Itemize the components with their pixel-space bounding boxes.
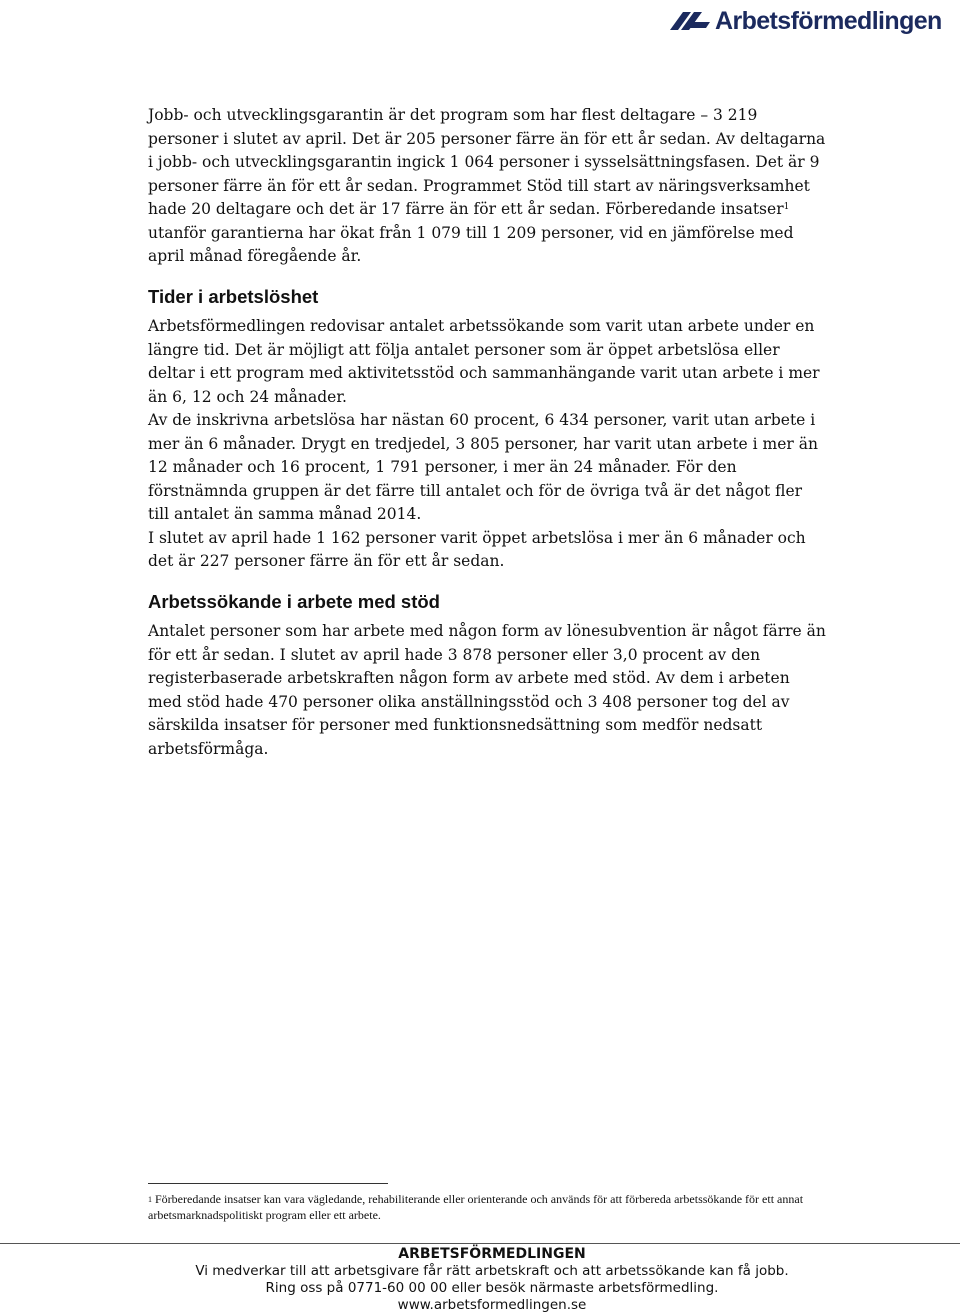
- footnote: [148, 1192, 838, 1223]
- intro-paragraph: [148, 104, 828, 269]
- unemployment-paragraph-1: Arbetsförmedlingen redovisar antalet arbetssökande som varit utan arbete under en längre tid. Det är möjligt att följa antalet personer som är öppet arbetslösa eller deltar i ett program med aktivitetsstöd och sammanhängande varit utan arbete i mer än 6, 12 och 24 månader.: [148, 317, 820, 406]
- footer-tagline: Vi medverkar till att arbetsgivare får rätt arbetskraft och att arbetssökande kan få jobb.: [195, 1263, 789, 1279]
- unemployment-paragraph-3: I slutet av april hade 1 162 personer varit öppet arbetslösa i mer än 6 månader och det är 227 personer färre än för ett år sedan.: [148, 528, 806, 570]
- heading-arbetssokande-i-arbete-med-stod: Arbetssökande i arbete med stöd: [148, 591, 440, 612]
- footer-divider: [0, 1243, 960, 1244]
- page-footer: [0, 1246, 960, 1314]
- footnote-number: 1: [148, 1195, 152, 1204]
- section-unemployment-body: [148, 315, 828, 574]
- heading-tider-i-arbetsloshet: Tider i arbetslöshet: [148, 286, 319, 307]
- unemployment-paragraph-2: Av de inskrivna arbetslösa har nästan 60 procent, 6 434 personer, varit utan arbete i mer än 6 månader. Drygt en tredjedel, 3 805 personer, har varit utan arbete i mer än 12 månader och 16 procent, 1 791 personer, i mer än 24 månader. För den förstnämnda gruppen är det färre till antalet och för de övriga två är det något fler till antalet än samma månad 2014.: [148, 411, 818, 523]
- footer-website-link[interactable]: www.arbetsformedlingen.se: [397, 1297, 587, 1313]
- footnote-text: Förberedande insatser kan vara vägledande, rehabiliterande eller orienterande och används för att förbereda arbetssökande för ett annat arbetsmarknadspolitiskt program eller ett arbete.: [148, 1192, 804, 1222]
- footnote-reference: 1: [783, 202, 790, 212]
- intro-text-after-footnote: utanför garantierna har ökat från 1 079 till 1 209 personer, vid en jämförelse med april månad föregående år.: [148, 223, 794, 265]
- footnote-divider: [148, 1183, 388, 1184]
- intro-text-before-footnote: Jobb- och utvecklingsgarantin är det program som har flest deltagare – 3 219 personer i slutet av april. Det är 205 personer färre än för ett år sedan. Av deltagarna i jobb- och utvecklingsgarantin ingick 1 064 personer i sysselsättningsfasen. Det är 9 personer färre än för ett år sedan. Programmet Stöd till start av näringsverksamhet hade 20 deltagare och det är 17 färre än för ett år sedan. Förberedande insatser: [148, 106, 826, 218]
- support-paragraph: Antalet personer som har arbete med någon form av lönesubvention är något färre än för ett år sedan. I slutet av april hade 3 878 personer eller 3,0 procent av den registerbaserade arbetskraften någon form av arbete med stöd. Av dem i arbeten med stöd hade 470 personer olika anställningsstöd och 3 408 personer tog del av särskilda insatser för personer med funktionsnedsättning som medför nedsatt arbetsförmåga.: [148, 622, 826, 758]
- arbetsformedlingen-logo-icon: [668, 8, 712, 34]
- logo-wordmark: Arbetsförmedlingen: [715, 6, 942, 35]
- footer-org-name: ARBETSFÖRMEDLINGEN: [398, 1246, 586, 1262]
- arbetsformedlingen-logo: [668, 4, 942, 38]
- footer-contact: Ring oss på 0771-60 00 00 eller besök närmaste arbetsförmedling.: [265, 1280, 719, 1296]
